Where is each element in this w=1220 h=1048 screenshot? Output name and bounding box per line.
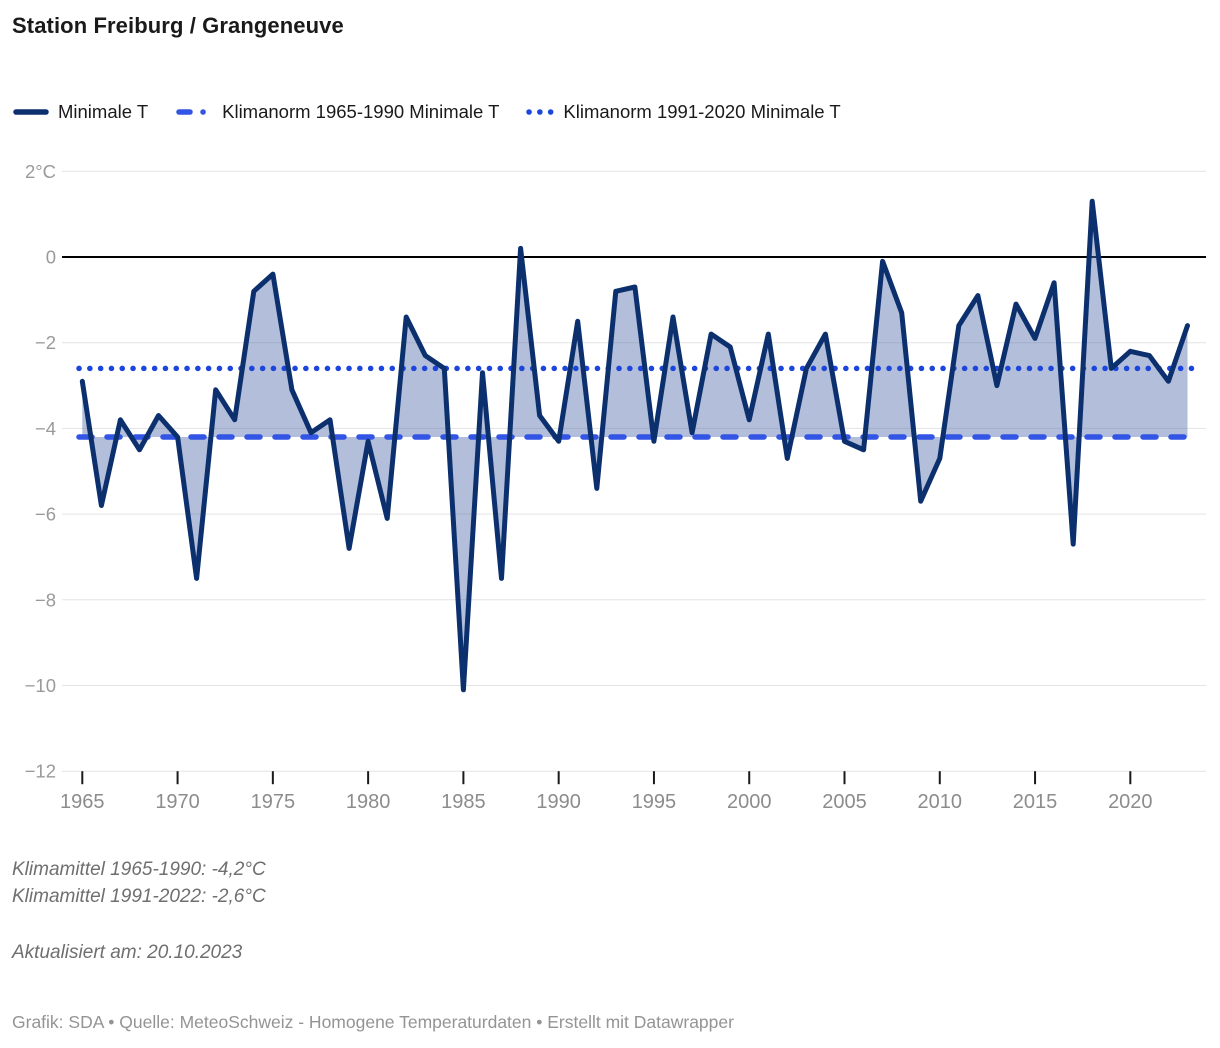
x-axis-tick-label: 2020 [1108,791,1153,814]
x-axis-tick-label: 1975 [250,791,296,814]
minimale-t-line [82,201,1187,690]
y-axis-tick-label: −2 [34,332,56,354]
x-axis-tick-label: 1965 [60,791,105,814]
legend-label: Klimanorm 1991-2020 Minimale T [563,101,841,122]
legend-label: Klimanorm 1965-1990 Minimale T [222,101,500,122]
attribution-footer: Grafik: SDA • Quelle: MeteoSchweiz - Homogene Temperaturdaten • Erstellt mit Datawrapper [12,1012,734,1032]
y-axis-tick-label: −6 [34,503,56,525]
note-klimamittel-1991-2022: Klimamittel 1991-2022: -2,6°C [12,886,266,907]
chart-canvas [0,150,1220,850]
dotted-line-swatch-icon [525,106,555,118]
legend-item-klimanorm-1965-1990 [174,101,499,123]
legend-item-minimale-t [12,101,148,123]
x-axis-tick-label: 1995 [631,791,677,814]
y-axis-tick-label: 2°C [24,160,56,182]
legend-item-klimanorm-1991-2020 [525,101,840,123]
x-axis-tick-label: 1990 [536,791,581,814]
dashed-line-swatch-icon [174,106,214,118]
x-axis-tick-label: 1970 [155,791,200,814]
y-axis-tick-label: −10 [24,675,56,696]
line-chart [0,150,1220,850]
page-title: Station Freiburg / Grangeneuve [12,13,344,38]
x-axis-tick-label: 1980 [345,791,391,814]
y-axis-tick-label: −8 [34,589,56,611]
y-axis-tick-label: 0 [45,246,56,268]
y-axis-tick-label: −4 [34,417,56,439]
x-axis-tick-label: 2000 [726,791,772,814]
legend-label: Minimale T [58,101,149,122]
x-axis-tick-label: 1985 [441,791,486,814]
solid-line-swatch-icon [12,106,50,118]
y-axis-tick-label: −12 [24,760,56,782]
note-klimamittel-1965-1990: Klimamittel 1965-1990: -4,2°C [12,859,266,880]
x-axis-tick-label: 2005 [822,791,867,814]
chart-notes [12,856,266,910]
chart-legend [12,101,841,123]
updated-note: Aktualisiert am: 20.10.2023 [12,942,243,963]
series-area-fill [82,201,1187,690]
x-axis-tick-label: 2010 [917,791,963,814]
x-axis-tick-label: 2015 [1012,791,1058,814]
